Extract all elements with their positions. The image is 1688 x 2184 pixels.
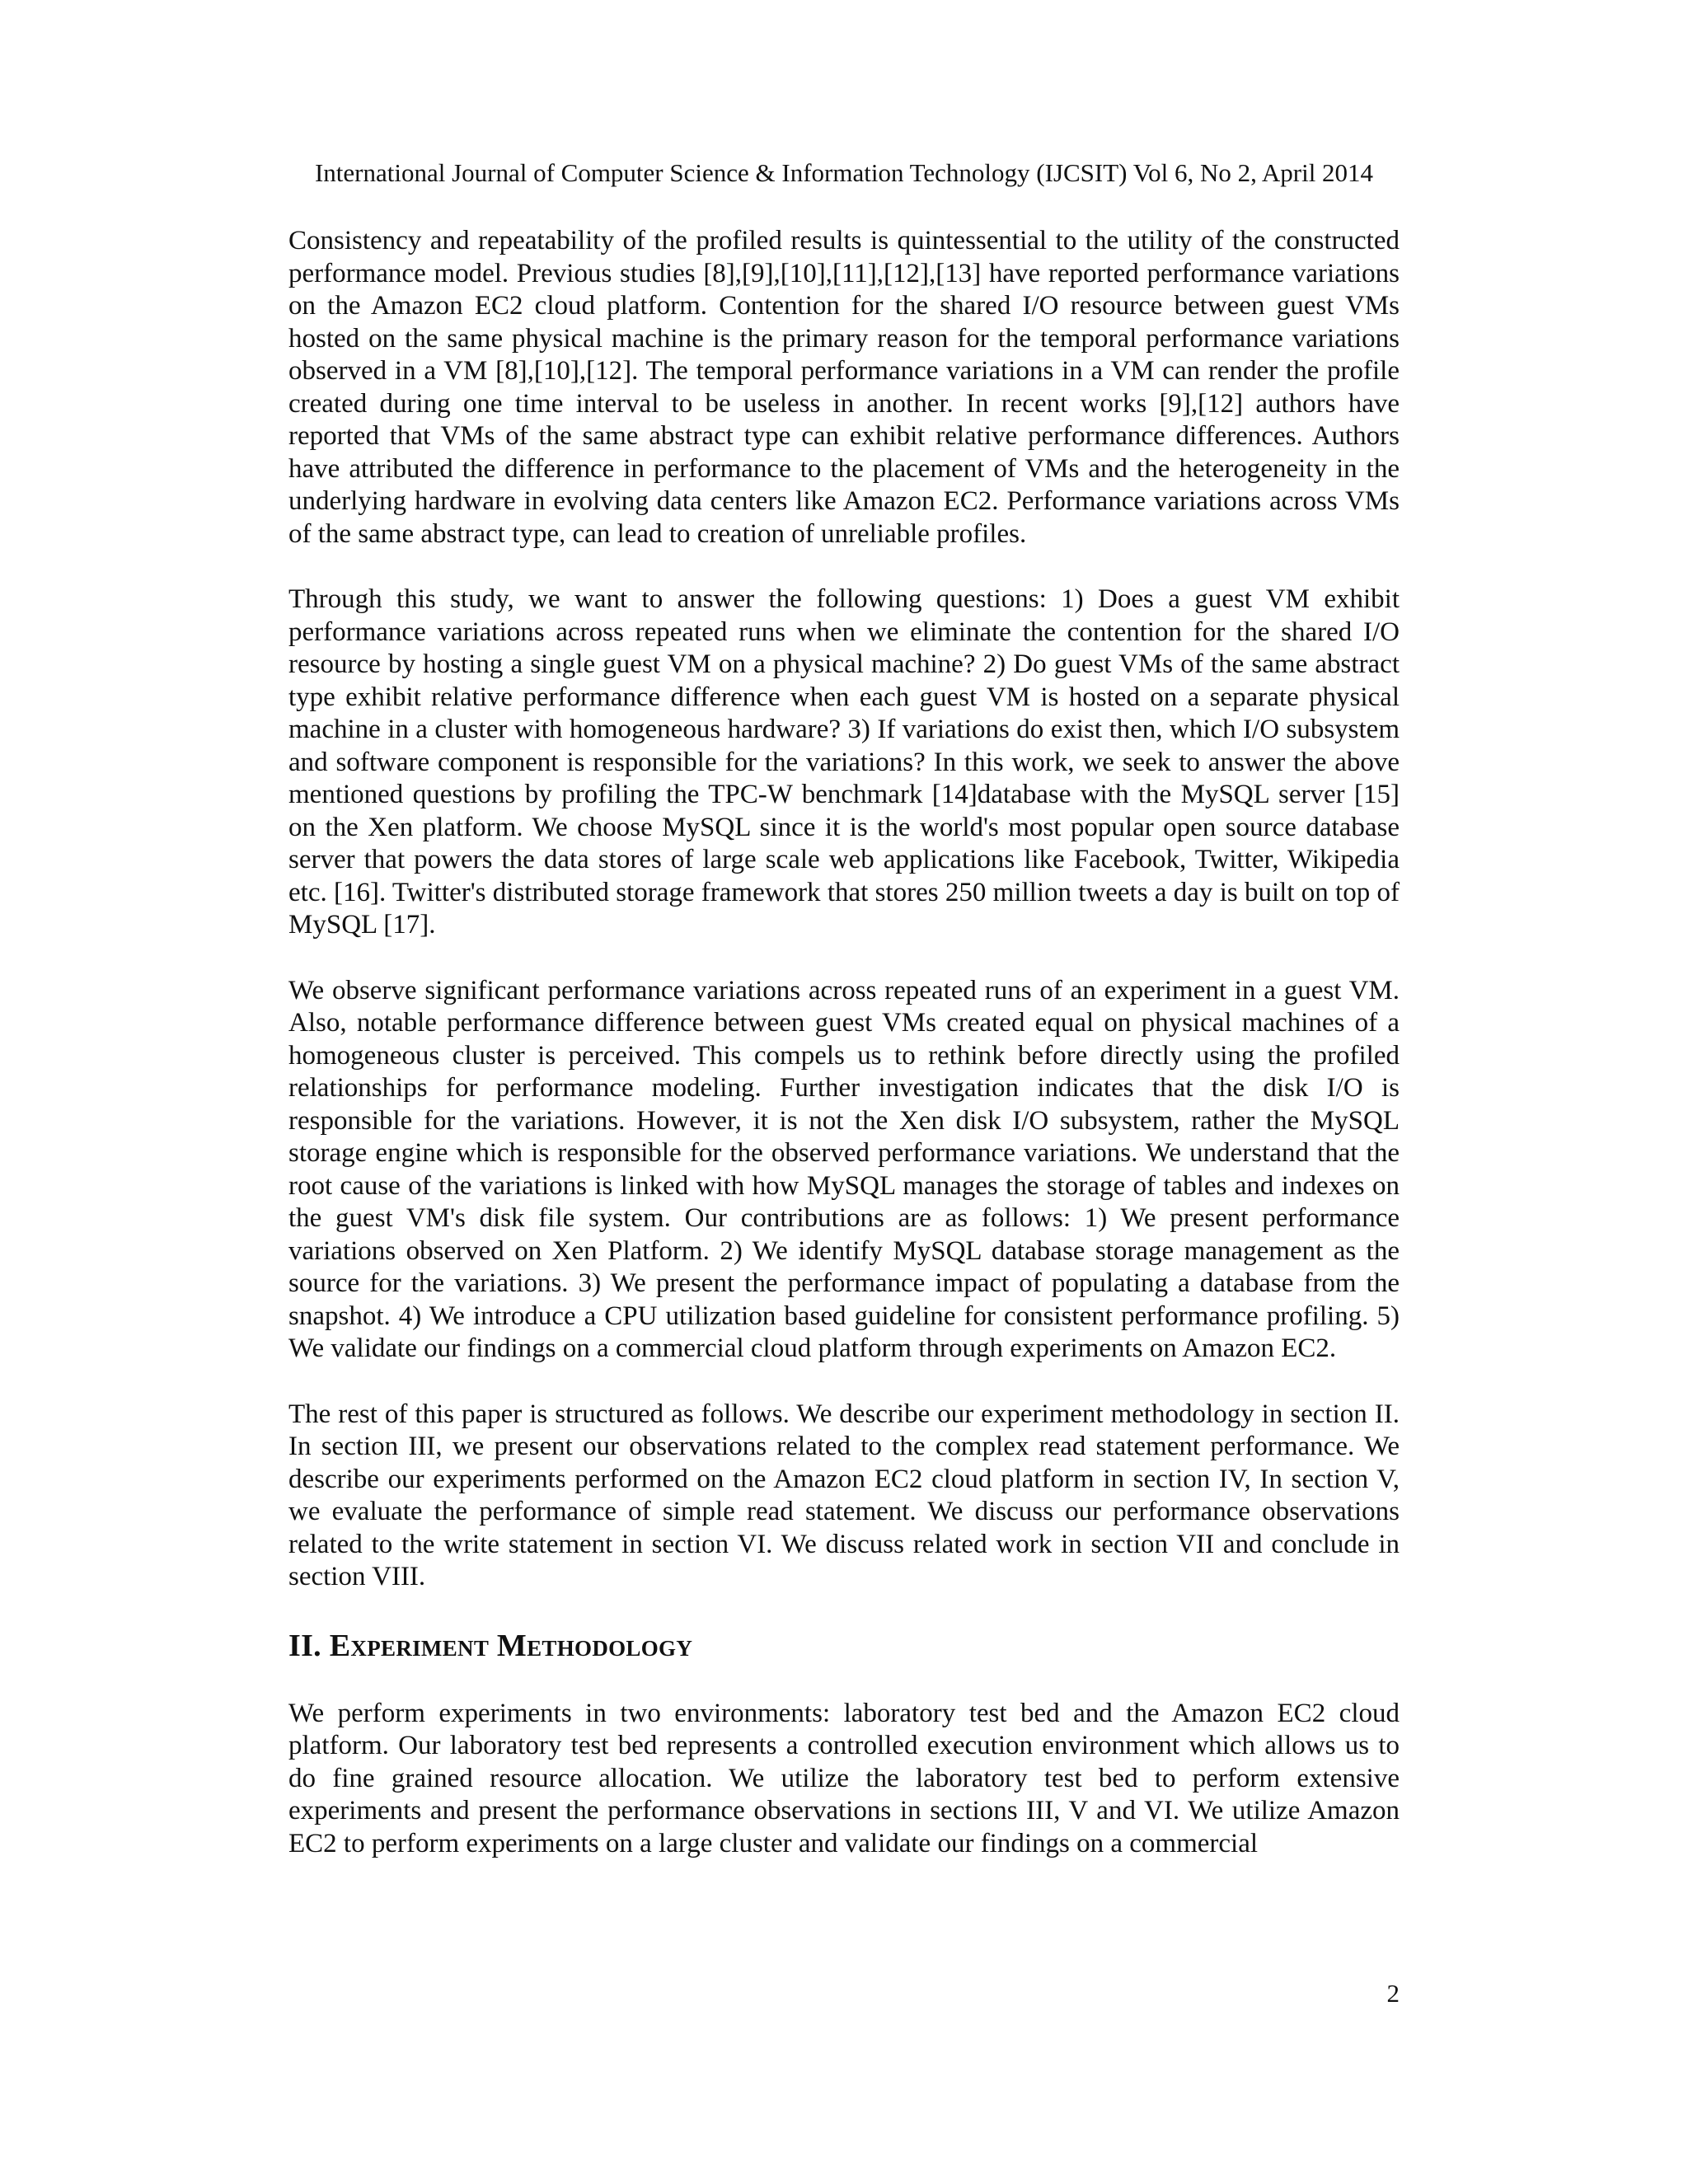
- intro-paragraph-1: Consistency and repeatability of the profiled results is quintessential to the utility of the constructed performance model. Previous studies [8],[9],[10],[11],[12],[13] have reported performance variations on the Amazon EC2 cloud platform. Contention for the shared I/O resource between guest VMs hosted on the same physical machine is the primary reason for the temporal performance variations observed in a VM [8],[10],[12]. The temporal performance variations in a VM can render the profile created during one time interval to be useless in another. In recent works [9],[12] authors have reported that VMs of the same abstract type can exhibit relative performance differences. Authors have attributed the difference in performance to the placement of VMs and the heterogeneity in the underlying hardware in evolving data centers like Amazon EC2. Performance variations across VMs of the same abstract type, can lead to creation of unreliable profiles.: [288, 226, 1400, 549]
- body-text: [288, 225, 1400, 1893]
- intro-paragraph-4: The rest of this paper is structured as follows. We describe our experiment methodology in section II. In section III, we present our observations related to the complex read statement performance. We describe our experiments performed on the Amazon EC2 cloud platform in section IV, In section V, we evaluate the performance of simple read statement. We discuss our performance observations related to the write statement in section VI. We discuss related work in section VII and conclude in section VIII.: [288, 1399, 1400, 1591]
- methodology-paragraph: We perform experiments in two environments: laboratory test bed and the Amazon EC2 cloud platform. Our laboratory test bed represents a controlled execution environment which allows us to do fine grained resource allocation. We utilize the laboratory test bed to perform extensive experiments and present the performance observations in sections III, V and VI. We utilize Amazon EC2 to perform experiments on a large cluster and validate our findings on a commercial: [288, 1698, 1400, 1858]
- intro-paragraph-3: We observe significant performance variations across repeated runs of an experiment in a guest VM. Also, notable performance difference between guest VMs created equal on physical machines of a homogeneous cluster is perceived. This compels us to rethink before directly using the profiled relationships for performance modeling. Further investigation indicates that the disk I/O is responsible for the variations. However, it is not the Xen disk I/O subsystem, rather the MySQL storage engine which is responsible for the observed performance variations. We understand that the root cause of the variations is linked with how MySQL manages the storage of tables and indexes on the guest VM's disk file system. Our contributions are as follows: 1) We present performance variations observed on Xen Platform. 2) We identify MySQL database storage management as the source for the variations. 3) We present the performance impact of populating a database from the snapshot. 4) We introduce a CPU utilization based guideline for consistent performance profiling. 5) We validate our findings on a commercial cloud platform through experiments on Amazon EC2.: [288, 975, 1400, 1363]
- running-header: International Journal of Computer Science & Information Technology (IJCSIT) Vol 6, No 2, April 2014: [314, 158, 1374, 187]
- section-heading: II. Experiment Methodology: [288, 1628, 693, 1663]
- intro-paragraph-2: Through this study, we want to answer the following questions: 1) Does a guest VM exhibit performance variations across repeated runs when we eliminate the contention for the shared I/O resource by hosting a single guest VM on a physical machine? 2) Do guest VMs of the same abstract type exhibit relative performance difference when each guest VM is hosted on a separate physical machine in a cluster with homogeneous hardware? 3) If variations do exist then, which I/O subsystem and software component is responsible for the variations? In this work, we seek to answer the above mentioned questions by profiling the TPC-W benchmark [14]database with the MySQL server [15] on the Xen platform. We choose MySQL since it is the world's most popular open source database server that powers the data stores of large scale web applications like Facebook, Twitter, Wikipedia etc. [16]. Twitter's distributed storage framework that stores 250 million tweets a day is built on top of MySQL [17].: [288, 584, 1400, 940]
- page-number: 2: [1386, 1979, 1400, 2008]
